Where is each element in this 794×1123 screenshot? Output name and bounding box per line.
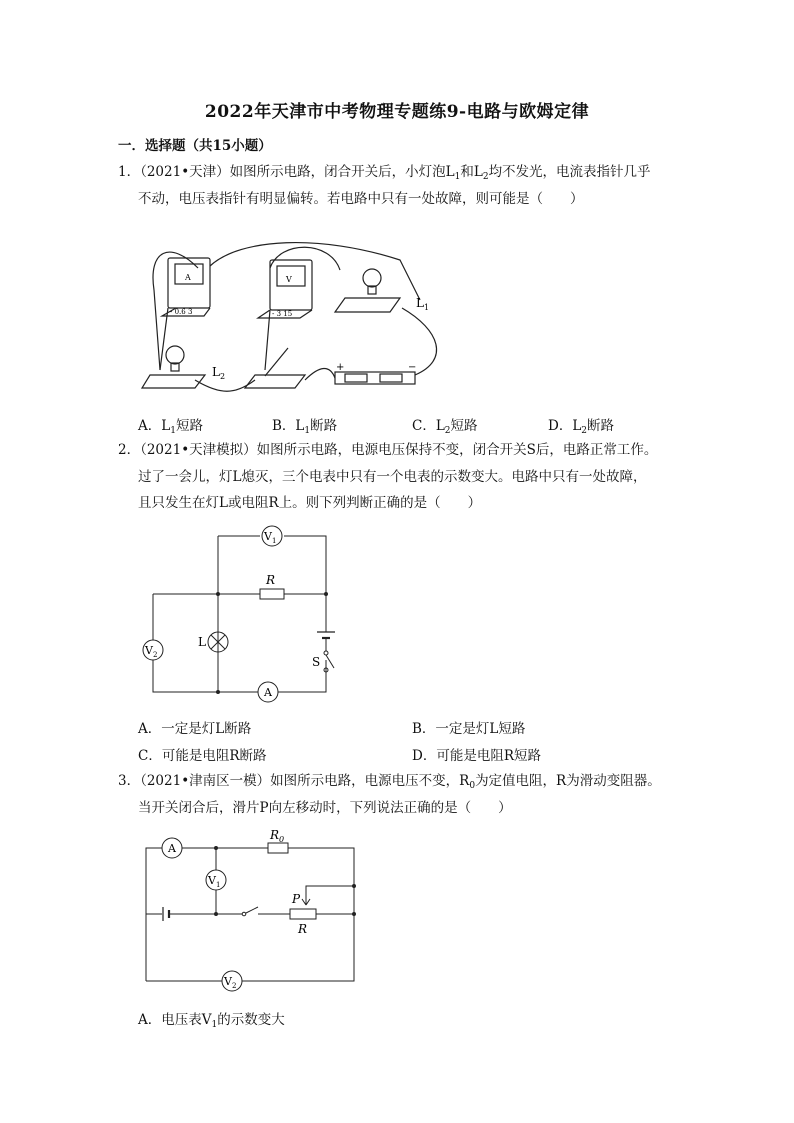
q2-option-d: D．可能是电阻R短路 [412,748,541,764]
q1-text-b: 和L [460,164,483,180]
q1-option-d: D．$L_2$断路 [548,418,615,436]
q3-v2-symbol: $V_2$ [224,975,237,990]
q2-resistor-label: R [266,573,276,587]
q2-option-a: A．一定是灯L断路 [138,721,252,737]
q1-text-c: 均不发光，电流表指针几乎 [488,164,651,180]
q3-v1-symbol: $V_1$ [208,874,221,889]
q3-ammeter-symbol: A [168,842,176,855]
q1-line2: 不动，电压表指针有明显偏转。若电路中只有一处故障，则可能是（ ） [138,191,584,207]
q1-label-l2: $L_2$ [212,365,226,381]
q1-option-a: A．$L_1$短路 [138,418,203,436]
q3-rheostat-label: R [298,922,308,936]
q3-r0-label: $R_0$ [270,828,285,844]
q1-label-l1: $L_1$ [416,296,430,312]
q2-figure [140,520,340,700]
q2-lamp-label: L [198,635,206,649]
q2-line2: 过了一会儿，灯L熄灭，三个电表中只有一个电表的示数变大。电路中只有一处故障， [138,469,647,485]
q1-line1: 1．（2021•天津）如图所示电路，闭合开关后，小灯泡$L_1$和$L_2$均不发光，电流表指针几乎 [118,164,651,182]
q1-battery-plus: + [336,362,345,373]
q2-v1-symbol: $V_1$ [264,530,277,545]
page-title: 2022年天津市中考物理专题练9-电路与欧姆定律 [204,102,590,122]
q1-ammeter-terminals: - 0.6 3 [170,308,193,316]
q1-option-b: B．$L_1$断路 [272,418,338,436]
q1-option-c: C．$L_2$短路 [412,418,478,436]
q2-switch-label: S [312,655,321,669]
q3-figure [140,828,360,995]
q1-figure [140,230,470,410]
q3-slider-label: P [292,892,301,906]
q3-line2: 当开关闭合后，滑片P向左移动时，下列说法正确的是（ ） [138,800,512,816]
q2-option-c: C．可能是电阻R断路 [138,748,267,764]
q2-line1: 2．（2021•天津模拟）如图所示电路，电源电压保持不变，闭合开关S后，电路正常工作。 [118,442,658,458]
q2-line3: 且只发生在灯L或电阻R上。则下列判断正确的是（ ） [138,495,482,511]
q1-text-a: 1．（2021•天津）如图所示电路，闭合开关后，小灯泡L [118,164,455,180]
q2-v2-symbol: $V_2$ [145,644,158,659]
q1-ammeter-symbol: A [185,273,191,282]
q3-line1: 3．（2021•津南区一模）如图所示电路，电源电压不变，$R_0$为定值电阻，R为滑动变阻器。 [118,773,661,791]
q1-battery-minus: − [408,362,417,373]
section-heading: 一．选择题（共15小题） [118,138,272,154]
q2-option-b: B．一定是灯L短路 [412,721,526,737]
q1-voltmeter-symbol: V [286,275,292,284]
q3-option-a: A．电压表$V_1$的示数变大 [138,1012,285,1030]
q2-ammeter-symbol: A [264,686,272,699]
q1-voltmeter-terminals: - 3 15 [272,310,293,318]
